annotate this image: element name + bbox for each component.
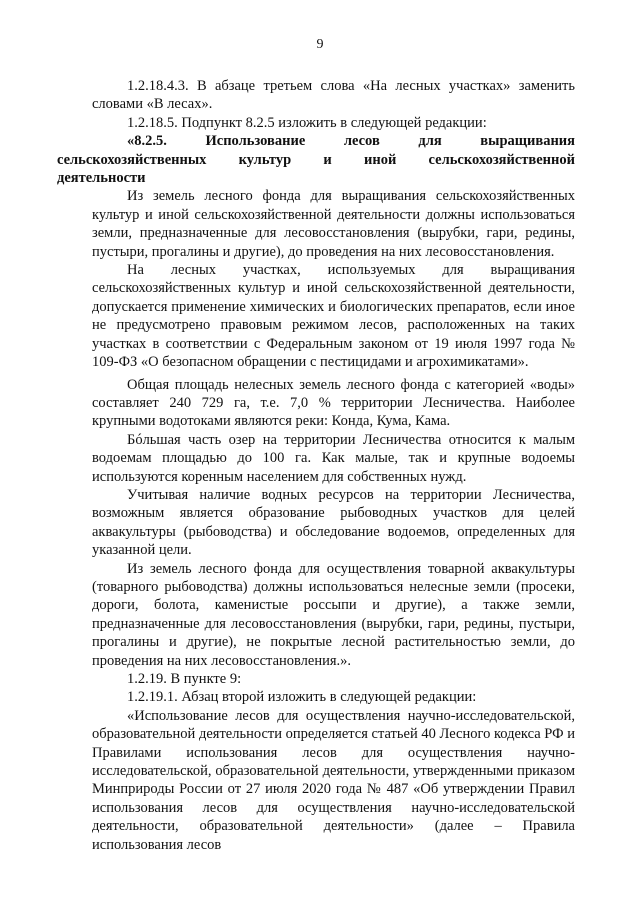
paragraph-aquaculture-lands: Из земель лесного фонда для осуществления товарной аквакультуры (товарного рыбоводства) должны использоваться нелесные земли (просеки, дороги, болота, каменистые россыпи и другие), а также земли, предназначенные для лесовосстановления (вырубки, гари, редины, пустыри, прогалины и другие), не покрытые лесной растительностью земли, до проведения на них лесовосстановления.». [92,560,575,669]
heading-line-2: сельскохозяйственных культур и иной сельскохозяйственной [57,151,575,168]
heading-line-1: «8.2.5. Использование лесов для выращивания [127,133,575,150]
document-body [57,77,575,854]
paragraph-water-resources: Учитывая наличие водных ресурсов на территории Лесничества, возможным является образование рыбоводных участков для целей аквакультуры (рыбоводства) и обследование водоемов, определенных для указанной цели. [92,486,575,559]
paragraph-chemical-use: На лесных участках, используемых для выращивания сельскохозяйственных культур и иной сельскохозяйственной деятельности, допускается применение химических и биологических препаратов, если иное не предусмотрено правовым режимом лесов, расположенных на таких участках в соответствии с Федеральным законом от 19 июля 1997 года № 109-ФЗ «О безопасном обращении с пестицидами и агрохимикатами». [92,262,575,371]
paragraph-amendment-1-2-19: 1.2.19. В пункте 9: [127,671,242,687]
paragraph-research-use: «Использование лесов для осуществления научно-исследовательской, образовательной деятельности определяется статьей 40 Лесного кодекса РФ и Правилами использования лесов для осуществления научно-исследовательской, образовательной деятельности, утвержденными приказом Минприроды России от 27 июля 2020 года № 487 «Об утверждении Правил использования лесов для осуществления научно-исследовательской деятельности, образовательной деятельности» (далее – Правила использования лесов [92,707,575,853]
paragraph-amendment-1-2-18-4-3: 1.2.18.4.3. В абзаце третьем слова «На лесных участках» заменить словами «В лесах». [92,78,575,113]
heading-line-3: деятельности [57,170,146,187]
paragraph-water-area: Общая площадь нелесных земель лесного фонда с категорией «воды» составляет 240 729 га, т.е. 7,0 % территории Лесничества. Наиболее крупными водотоками являются реки: Конда, Кума, Кама. [92,376,575,430]
paragraph-amendment-1-2-19-1: 1.2.19.1. Абзац второй изложить в следующей редакции: [127,689,477,706]
paragraph-land-use-cultivation: Из земель лесного фонда для выращивания сельскохозяйственных культур и иной сельскохозяйственной деятельности должны использоваться земли, предназначенные для лесовосстановления (вырубки, гари, редины, пустыри, прогалины и другие), до проведения на них лесовосстановления. [92,188,575,260]
paragraph-amendment-1-2-18-5: 1.2.18.5. Подпункт 8.2.5 изложить в следующей редакции: [127,114,487,131]
section-heading-8-2-5 [57,132,575,187]
page-number: 9 [316,37,324,52]
paragraph-lakes: Бóльшая часть озер на территории Лесничества относится к малым водоемам площадью до 100 га. Как малые, так и крупные водоемы используются коренным населением для собственных нужд. [92,431,575,485]
